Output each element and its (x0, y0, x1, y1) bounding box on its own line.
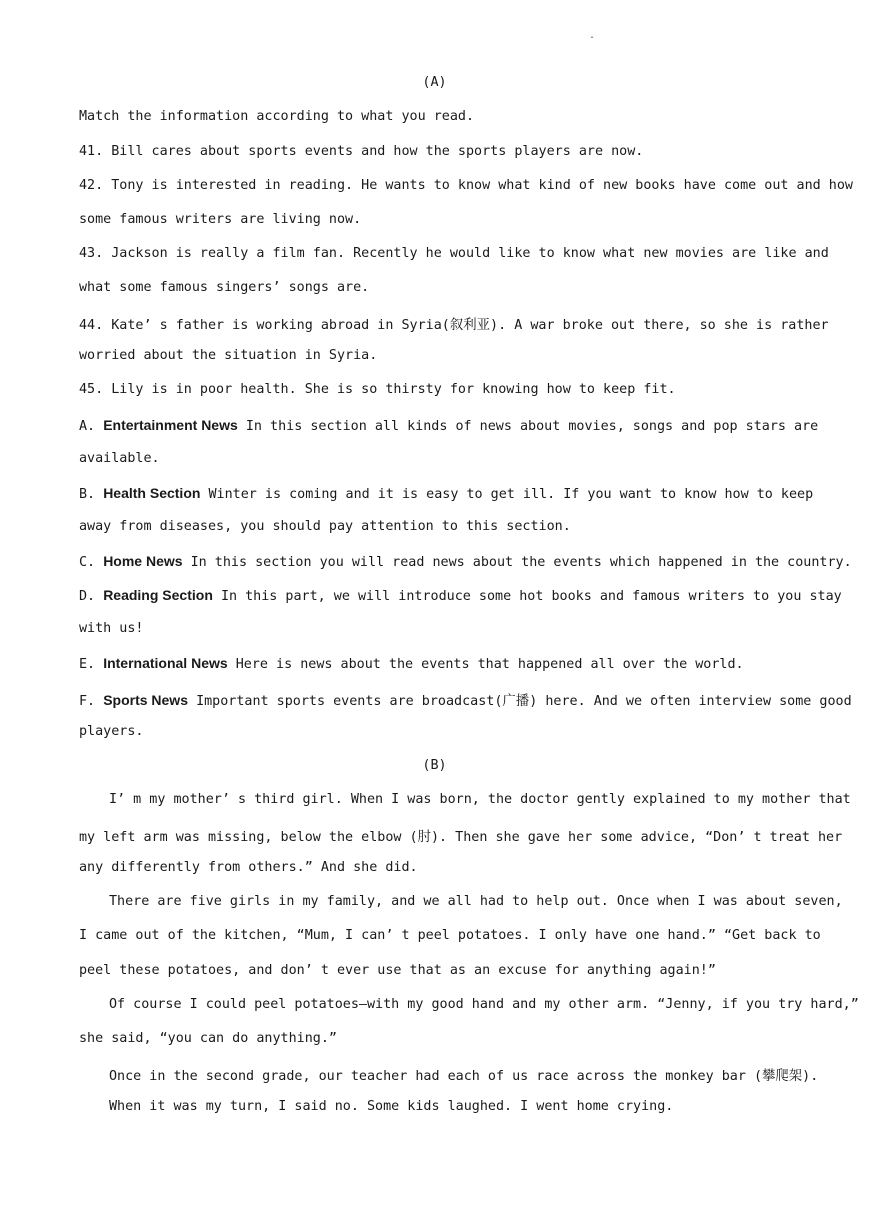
option-letter: F. (79, 694, 96, 709)
paragraph-2-line-2: I came out of the kitchen, “Mum, I can’ t peel potatoes. I only have one hand.” “Get back to (79, 928, 821, 943)
option-letter: A. (79, 419, 96, 434)
option-letter: E. (79, 657, 96, 672)
paragraph-2-line-3: peel these potatoes, and don’ t ever use that as an excuse for anything again!” (79, 963, 716, 978)
option-b-title: Health Section (103, 485, 201, 501)
section-a-heading: (A) (422, 75, 447, 90)
option-b-line-2: away from diseases, you should pay attention to this section. (79, 519, 571, 534)
option-c-line-1 (79, 553, 852, 570)
paragraph-1-line-3: any differently from others.” And she did. (79, 860, 418, 875)
option-f-line-2: players. (79, 724, 144, 739)
option-d-line-2: with us! (79, 621, 144, 636)
option-a-line-1 (79, 417, 819, 434)
header-mark: . (589, 30, 596, 41)
option-a-title: Entertainment News (103, 417, 238, 433)
question-43-line-1: 43. Jackson is really a film fan. Recently he would like to know what new movies are like and (79, 246, 829, 261)
option-c-text: In this section you will read news about the events which happened in the country. (190, 555, 852, 570)
section-b-heading: (B) (422, 758, 447, 773)
option-a-line-2: available. (79, 451, 160, 466)
instruction-text: Match the information according to what you read. (79, 109, 475, 124)
option-d-line-1 (79, 587, 842, 604)
question-43-line-2: what some famous singers’ songs are. (79, 280, 370, 295)
question-44-line-2: worried about the situation in Syria. (79, 348, 378, 363)
paragraph-1-line-2: my left arm was missing, below the elbow (肘). Then she gave her some advice, “Don’ t treat her (79, 830, 843, 845)
option-e-line-1 (79, 655, 791, 672)
paragraph-1-line-1: I’ m my mother’ s third girl. When I was born, the doctor gently explained to my mother that (109, 792, 851, 807)
option-b-text: Winter is coming and it is easy to get ill. If you want to know how to keep (208, 487, 814, 502)
option-a-text: In this section all kinds of news about movies, songs and pop stars are (245, 419, 819, 434)
question-45: 45. Lily is in poor health. She is so thirsty for knowing how to keep fit. (79, 382, 676, 397)
option-e-title: International News (103, 655, 228, 671)
question-44-line-1: 44. Kate’ s father is working abroad in Syria(叙利亚). A war broke out there, so she is rather (79, 318, 829, 333)
option-b-line-1 (79, 485, 814, 502)
option-c-title: Home News (103, 553, 183, 569)
option-f-title: Sports News (103, 692, 188, 708)
paragraph-4-line-1: Once in the second grade, our teacher had each of us race across the monkey bar (攀爬架). (109, 1069, 819, 1084)
option-d-text: In this part, we will introduce some hot books and famous writers to you stay (220, 589, 842, 604)
option-f-line-1 (79, 690, 852, 709)
option-d-title: Reading Section (103, 587, 213, 603)
paragraph-4-line-2: When it was my turn, I said no. Some kids laughed. I went home crying. (109, 1099, 674, 1114)
paragraph-2-line-1: There are five girls in my family, and we all had to help out. Once when I was about seven, (109, 894, 843, 909)
paragraph-3-line-2: she said, “you can do anything.” (79, 1031, 337, 1046)
option-letter: B. (79, 487, 96, 502)
option-letter: C. (79, 555, 96, 570)
question-42-line-1: 42. Tony is interested in reading. He wants to know what kind of new books have come out and how (79, 178, 853, 193)
question-41: 41. Bill cares about sports events and how the sports players are now. (79, 144, 644, 159)
option-f-text: Important sports events are broadcast(广播) here. And we often interview some good (196, 694, 852, 709)
option-e-text: Here is news about the events that happened all over the world. (235, 657, 744, 672)
question-42-line-2: some famous writers are living now. (79, 212, 362, 227)
paragraph-3-line-1: Of course I could peel potatoes—with my good hand and my other arm. “Jenny, if you try hard,” (109, 997, 859, 1012)
option-letter: D. (79, 589, 96, 604)
